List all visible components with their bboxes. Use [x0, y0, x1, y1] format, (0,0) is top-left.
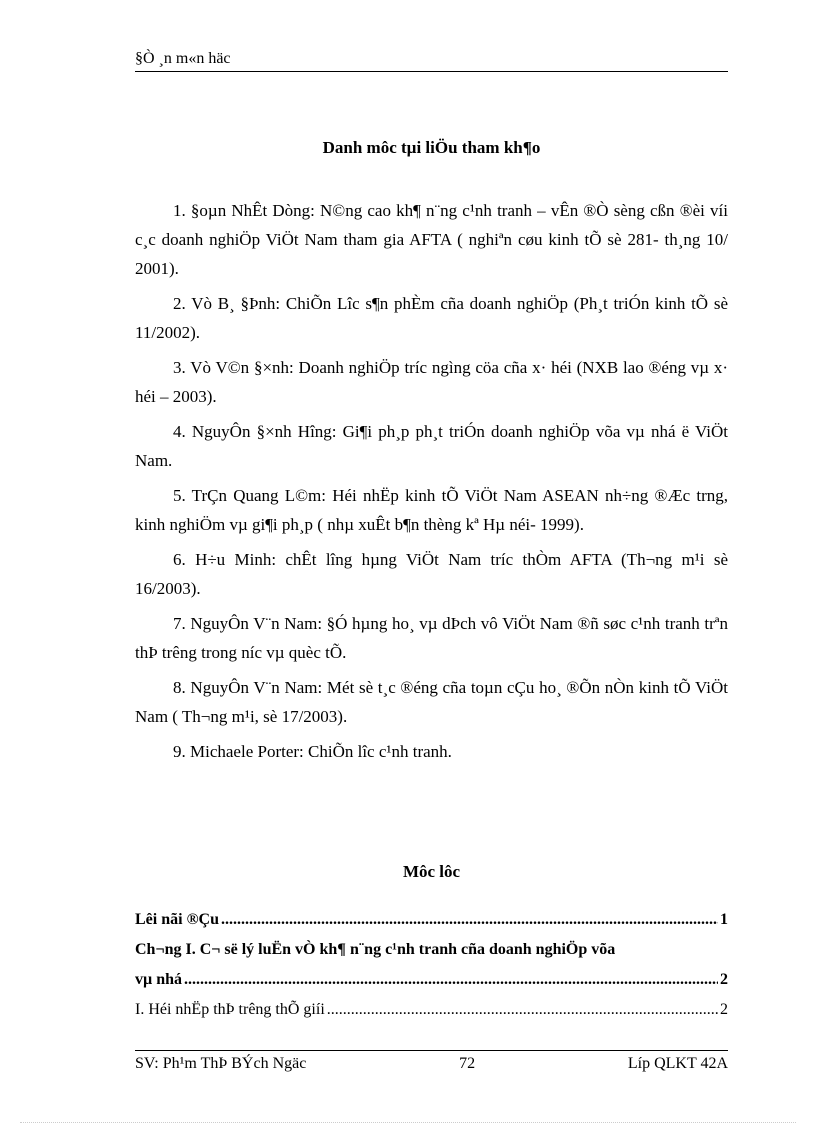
toc-entry-page: 2: [720, 1001, 728, 1018]
references-list: [135, 196, 728, 772]
footer-student-name: SV: Ph¹m ThÞ BÝch Ngäc: [135, 1055, 307, 1072]
reference-item: 1. §oµn NhÊt Dòng: N©ng cao kh¶ n¨ng c¹nh tranh – vÊn ®Ò sèng cßn ®èi víi c¸c doanh nghiÖp ViÖt Nam tham gia AFTA ( nghiªn cøu kinh tÕ sè 281- th¸ng 10/ 2001).: [135, 201, 728, 278]
toc-entry-label: Lêi nãi ®Çu: [135, 911, 219, 928]
reference-item: 2. Vò B¸ §Þnh: ChiÕn Lîc s¶n phÈm cña doanh nghiÖp (Ph¸t triÓn kinh tÕ sè 11/2002).: [135, 294, 728, 342]
reference-item: 9. Michaele Porter: ChiÕn lîc c¹nh tranh.: [173, 742, 452, 761]
page-footer: [135, 1050, 728, 1073]
toc-entry-label: vµ nhá: [135, 971, 183, 988]
toc-leader-dots: [221, 905, 718, 935]
page-header: [135, 50, 728, 72]
reference-item: 7. NguyÔn V¨n Nam: §Ó hµng ho¸ vµ dÞch vô ViÖt Nam ®ñ søc c¹nh tranh trªn thÞ trêng trong níc vµ quèc tÕ.: [135, 614, 728, 662]
toc-leader-dots: [327, 995, 718, 1025]
toc-entry-chapter-1[interactable]: [135, 965, 728, 995]
reference-item: 3. Vò V©n §×nh: Doanh nghiÖp tríc ngìng cöa cña x· héi (NXB lao ®éng vµ x· héi – 2003).: [135, 358, 728, 406]
references-title: Danh môc tµi liÖu tham kh¶o: [322, 138, 541, 157]
footer-class: Líp QLKT 42A: [627, 1055, 728, 1072]
toc-entry-page: 2: [720, 971, 728, 988]
table-of-contents: [135, 905, 728, 1025]
footer-page-number: 72: [459, 1055, 476, 1072]
toc-title: Môc lôc: [402, 862, 461, 881]
reference-item: 6. H÷u Minh: chÊt lîng hµng ViÖt Nam tríc thÒm AFTA (Th¬ng m¹i sè 16/2003).: [135, 550, 728, 598]
reference-item: 8. NguyÔn V¨n Nam: Mét sè t¸c ®éng cña toµn cÇu ho¸ ®Õn nÒn kinh tÕ ViÖt Nam ( Th¬ng m¹i, sè 17/2003).: [135, 678, 728, 726]
toc-entry-section-1[interactable]: [135, 995, 728, 1025]
reference-item: 4. NguyÔn §×nh Hîng: Gi¶i ph¸p ph¸t triÓn doanh nghiÖp võa vµ nhá ë ViÖt Nam.: [135, 422, 728, 470]
toc-entry-preface[interactable]: [135, 905, 728, 935]
toc-entry-page: 1: [720, 911, 728, 928]
header-text: §Ò ¸n m«n häc: [135, 50, 231, 67]
reference-item: 5. TrÇn Quang L©m: Héi nhËp kinh tÕ ViÖt Nam ASEAN nh÷ng ®Æc trng, kinh nghiÖm vµ gi¶i ph¸p ( nhµ xuÊt b¶n thèng kª Hµ néi- 1999).: [135, 486, 728, 534]
toc-leader-dots: [184, 965, 718, 995]
toc-entry-label: I. Héi nhËp thÞ trêng thÕ giíi: [135, 1001, 325, 1018]
toc-entry-chapter-1-title[interactable]: Ch¬ng I. C¬ së lý luËn vÒ kh¶ n¨ng c¹nh tranh cña doanh nghiÖp võa: [135, 941, 616, 958]
